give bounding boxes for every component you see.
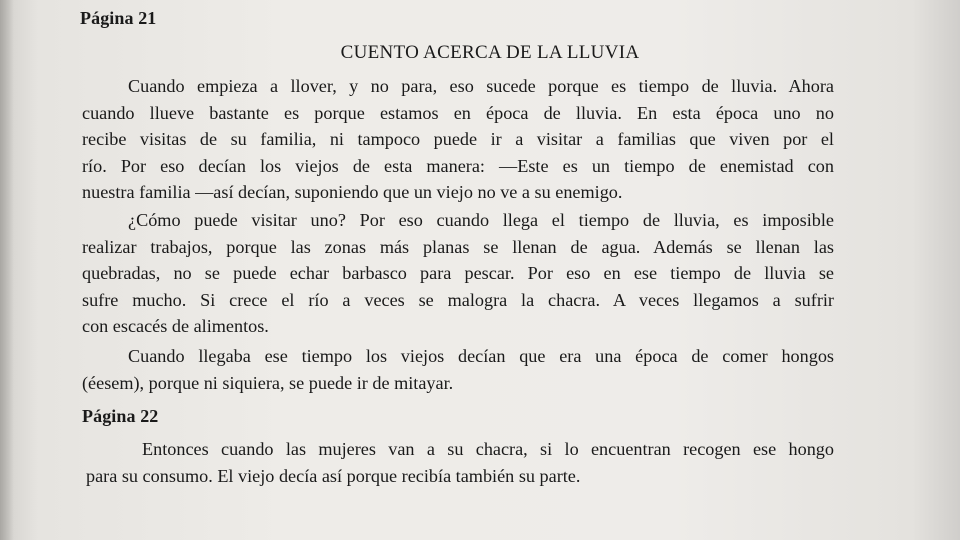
paragraph-line: para su consumo. El viejo decía así porque recibía también su parte. (86, 465, 581, 486)
paragraph-4 (82, 436, 834, 489)
paragraph-line: realizar trabajos, porque las zonas más planas se llenan de agua. Además se llenan las (82, 236, 834, 257)
paragraph-line: quebradas, no se puede echar barbasco para pescar. Por eso en ese tiempo de lluvia se (82, 263, 834, 283)
paragraph-line: nuestra familia —así decían, suponiendo que un viejo no ve a su enemigo. (82, 182, 623, 202)
paragraph-line: Entonces cuando las mujeres van a su chacra, si lo encuentran recogen ese hongo (142, 439, 834, 459)
page-label-22: Página 22 (82, 406, 159, 426)
paragraph-line: sufre mucho. Si crece el río a veces se malogra la chacra. A veces llegamos a sufrir (82, 289, 834, 310)
story-title: CUENTO ACERCA DE LA LLUVIA (340, 42, 640, 63)
paragraph-line: Cuando llegaba ese tiempo los viejos decían que era una época de comer hongos (128, 346, 834, 366)
page-label-21: Página 21 (80, 8, 157, 28)
paragraph-line: ¿Cómo puede visitar uno? Por eso cuando llega el tiempo de lluvia, es imposible (128, 210, 834, 230)
paragraph-2 (82, 207, 834, 340)
paragraph-line: recibe visitas de su familia, ni tampoco puede ir a visitar a familias que viven por el (82, 129, 834, 149)
paragraph-3 (82, 343, 834, 396)
paragraph-line: (éesem), porque ni siquiera, se puede ir de mitayar. (82, 372, 454, 393)
paragraph-1 (82, 73, 834, 206)
paragraph-line: Cuando empieza a llover, y no para, eso sucede porque es tiempo de lluvia. Ahora (128, 76, 834, 96)
paragraph-line: cuando llueve bastante es porque estamos en época de lluvia. En esta época uno no (82, 102, 834, 123)
paragraph-line: río. Por eso decían los viejos de esta manera: —Este es un tiempo de enemistad con (82, 155, 834, 176)
paragraph-line: con escacés de alimentos. (82, 316, 269, 336)
